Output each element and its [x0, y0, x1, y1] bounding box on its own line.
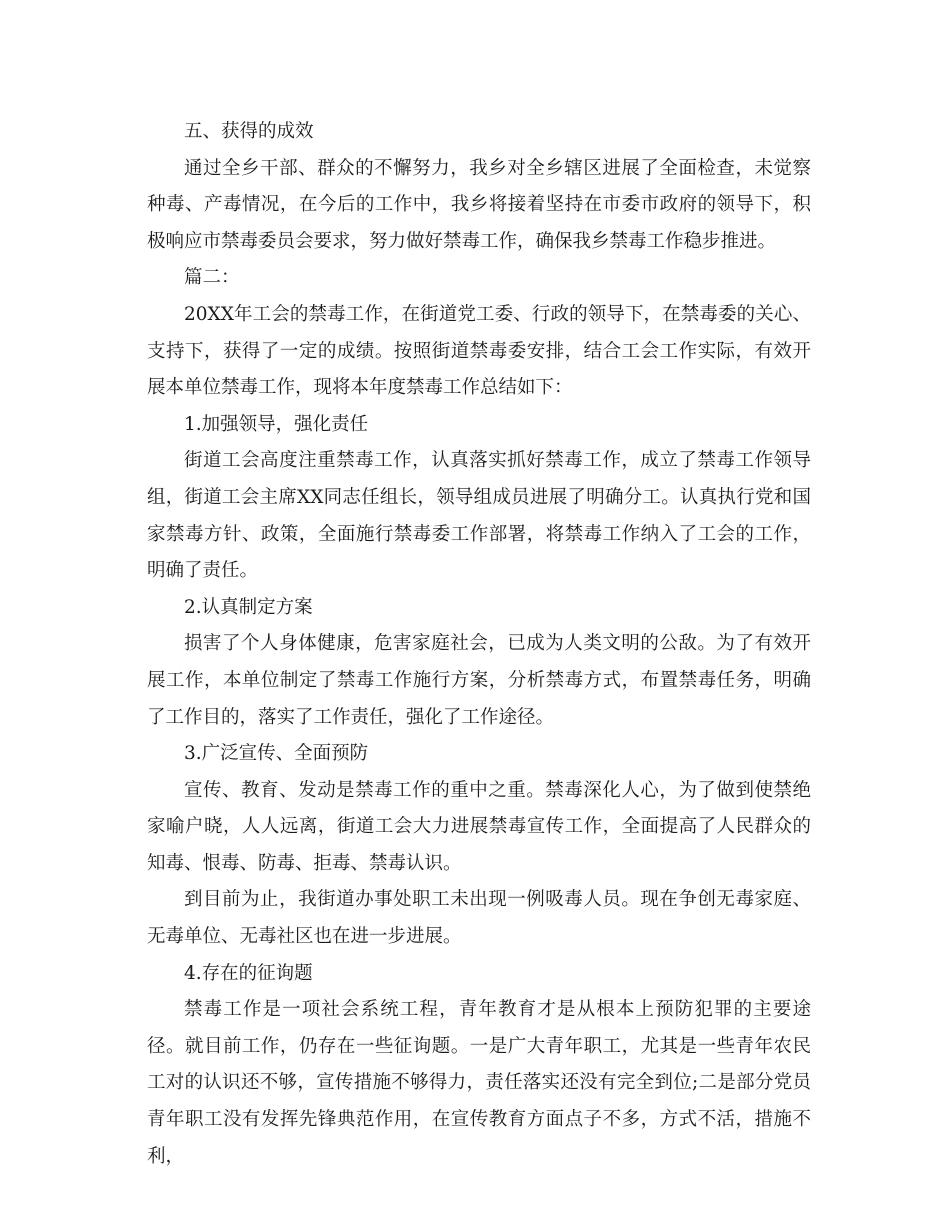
section-heading: 1.加强领导，强化责任 [184, 413, 369, 435]
paragraph: 街道工会高度注重禁毒工作，认真落实抓好禁毒工作，成立了禁毒工作领导组，街道工会主席XX同志任组长，领导组成员进展了明确分工。认真执行党和国家禁毒方针、政策，全面施行禁毒委工作部署，将禁毒工作纳入了工会的工作，明确了责任。 [147, 450, 811, 582]
paragraph: 20XX年工会的禁毒工作，在街道党工委、行政的领导下，在禁毒委的关心、支持下，获得了一定的成绩。按照街道禁毒委安排，结合工会工作实际，有效开展本单位禁毒工作，现将本年度禁毒工作总结如下： [147, 303, 811, 399]
paragraph: 通过全乡干部、群众的不懈努力，我乡对全乡辖区进展了全面检查，未觉察种毒、产毒情况，在今后的工作中，我乡将接着坚持在市委市政府的领导下，积极响应市禁毒委员会要求，努力做好禁毒工作，确保我乡禁毒工作稳步推进。 [147, 157, 811, 252]
section-heading: 2.认真制定方案 [184, 596, 313, 618]
paragraph: 禁毒工作是一项社会系统工程，青年教育才是从根本上预防犯罪的主要途径。就目前工作，仍存在一些征询题。一是广大青年职工，尤其是一些青年农民工对的认识还不够，宣传措施不够得力，责任落实还没有完全到位;二是部分党员青年职工没有发挥先锋典范作用，在宣传教育方面点子不多，方式不活，措施不利， [147, 999, 811, 1167]
section-heading: 篇二： [184, 267, 240, 289]
section-heading: 4.存在的征询题 [184, 962, 313, 984]
document-body [147, 114, 811, 1175]
section-heading: 五、获得的成效 [184, 121, 314, 142]
paragraph: 损害了个人身体健康，危害家庭社会，已成为人类文明的公敌。为了有效开展工作，本单位制定了禁毒工作施行方案，分析禁毒方式，布置禁毒任务，明确了工作目的，落实了工作责任，强化了工作途径。 [147, 633, 811, 728]
paragraph: 到目前为止，我街道办事处职工未出现一例吸毒人员。现在争创无毒家庭、无毒单位、无毒社区也在进一步进展。 [147, 889, 811, 948]
paragraph: 宣传、教育、发动是禁毒工作的重中之重。禁毒深化人心，为了做到使禁绝家喻户晓，人人远离，街道工会大力进展禁毒宣传工作，全面提高了人民群众的知毒、恨毒、防毒、拒毒、禁毒认识。 [147, 779, 811, 874]
section-heading: 3.广泛宣传、全面预防 [184, 743, 369, 765]
